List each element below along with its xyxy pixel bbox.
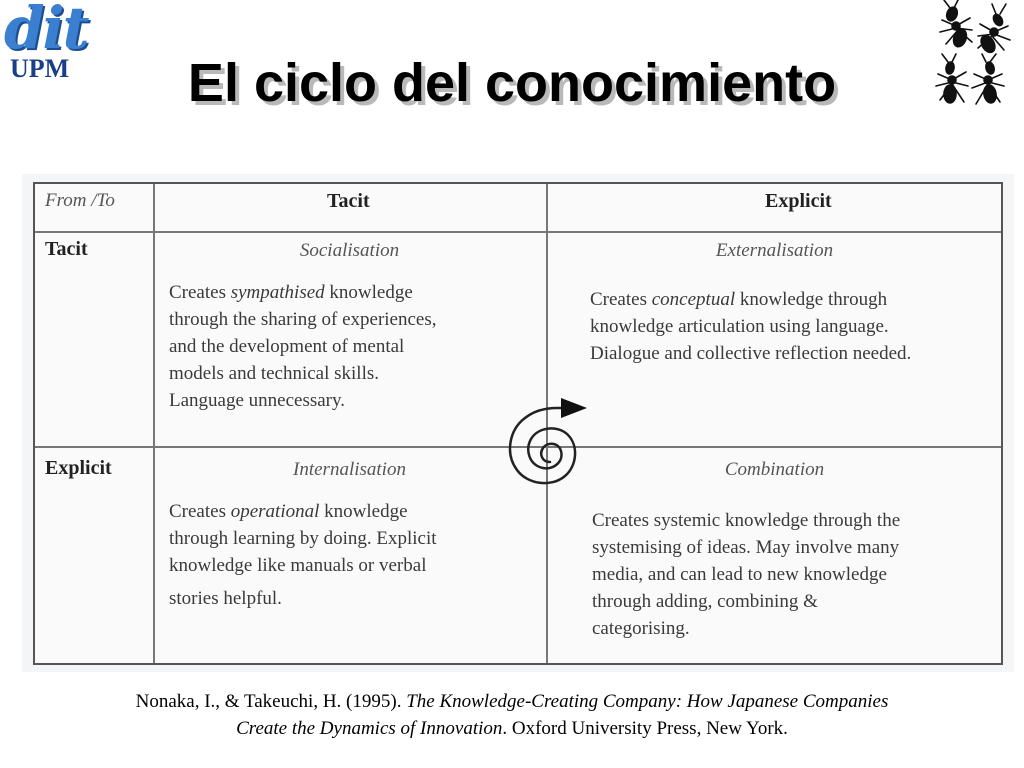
desc-line: stories helpful.: [169, 588, 282, 609]
desc-line: through the sharing of experiences,: [169, 309, 437, 330]
mode-socialisation: Socialisation: [299, 240, 400, 261]
desc-line: Language unnecessary.: [169, 390, 346, 411]
desc-socialisation: [169, 279, 539, 414]
desc-line: Dialogue and collective reflection needed.: [590, 343, 912, 364]
knowledge-spiral-icon: [495, 392, 605, 502]
header-explicit: Explicit: [765, 190, 832, 212]
desc-line: models and technical skills.: [169, 363, 380, 384]
desc-line: media, and can lead to new knowledge: [592, 564, 887, 585]
divider-horizontal-1: [35, 231, 1001, 233]
header-tacit: Tacit: [327, 190, 370, 212]
desc-externalisation: [590, 286, 1000, 367]
desc-line: Creates operational knowledge: [169, 501, 408, 522]
citation: [40, 688, 984, 742]
desc-line: categorising.: [592, 618, 690, 639]
slide-title: El ciclo del conocimiento: [187, 53, 837, 113]
logo-upm-text: UPM: [10, 54, 70, 83]
desc-line: Creates conceptual knowledge through: [590, 289, 888, 310]
row-label-tacit: Tacit: [45, 238, 88, 260]
desc-line: through learning by doing. Explicit: [169, 528, 437, 549]
desc-line: knowledge like manuals or verbal: [169, 555, 427, 576]
mode-internalisation: Internalisation: [293, 459, 406, 480]
ants-icon: [928, 0, 1024, 112]
seci-figure: [22, 174, 1014, 672]
desc-internalisation: [169, 498, 539, 612]
desc-line: knowledge articulation using language.: [590, 316, 889, 337]
citation-line-1: Nonaka, I., & Takeuchi, H. (1995). The Knowledge-Creating Company: How Japanese Companies: [135, 691, 889, 712]
logo-dit-text: dit: [4, 0, 88, 62]
desc-line: Creates systemic knowledge through the: [592, 510, 901, 531]
mode-combination: Combination: [724, 459, 825, 480]
desc-line: through adding, combining &: [592, 591, 818, 612]
desc-line: and the development of mental: [169, 336, 405, 357]
desc-line: systemising of ideas. May involve many: [592, 537, 900, 558]
mode-externalisation: Externalisation: [715, 240, 834, 261]
header-from-to: From /To: [45, 190, 115, 211]
row-label-explicit: Explicit: [45, 457, 112, 479]
desc-combination: [592, 507, 1002, 642]
desc-line: Creates sympathised knowledge: [169, 282, 413, 303]
citation-line-2: Create the Dynamics of Innovation. Oxford University Press, New York.: [236, 718, 788, 739]
seci-table: [33, 182, 1003, 665]
